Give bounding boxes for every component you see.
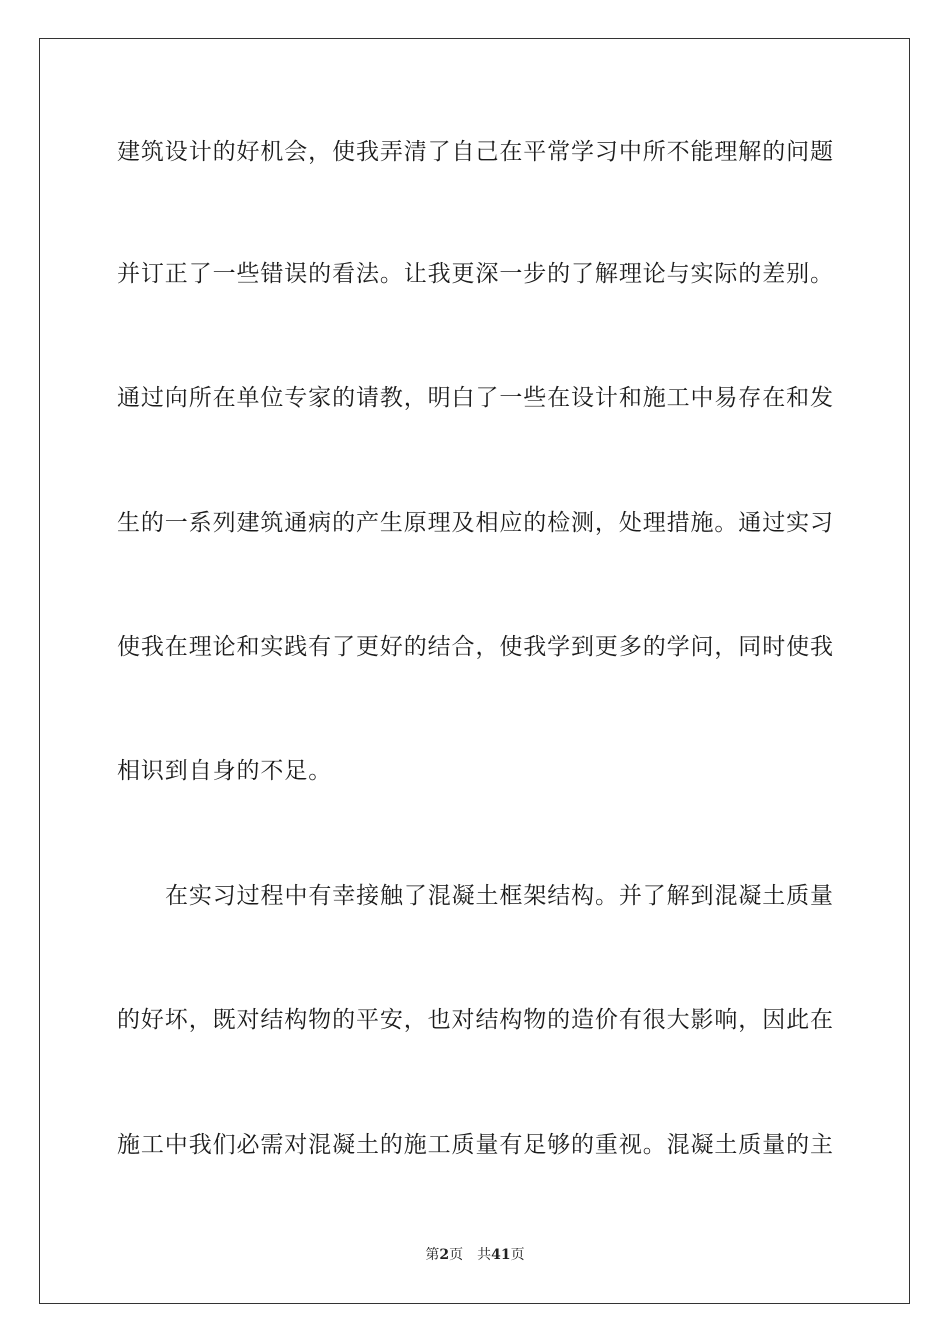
text-line-5: 使我在理论和实践有了更好的结合，使我学到更多的学问，同时使我 — [117, 634, 833, 660]
page-prefix: 第 — [425, 1247, 440, 1263]
page-suffix: 页 — [449, 1247, 464, 1263]
text-line-2: 并订正了一些错误的看法。让我更深一步的了解理论与实际的差别。 — [117, 261, 833, 287]
text-line-9: 施工中我们必需对混凝土的施工质量有足够的重视。混凝土质量的主 — [117, 1132, 833, 1158]
text-line-4: 生的一系列建筑通病的产生原理及相应的检测，处理措施。通过实习 — [117, 510, 833, 536]
text-line-8: 的好坏，既对结构物的平安，也对结构物的造价有很大影响，因此在 — [117, 1007, 833, 1033]
text-line-7: 在实习过程中有幸接触了混凝土框架结构。并了解到混凝土质量 — [165, 883, 833, 909]
text-line-1: 建筑设计的好机会，使我弄清了自己在平常学习中所不能理解的问题 — [117, 139, 833, 165]
page-number: 2 — [439, 1247, 450, 1263]
page-border — [39, 38, 910, 1304]
total-suffix: 页 — [510, 1247, 525, 1263]
text-line-3: 通过向所在单位专家的请教，明白了一些在设计和施工中易存在和发 — [117, 385, 833, 411]
total-prefix: 共 — [477, 1247, 492, 1263]
page-footer — [0, 1246, 950, 1264]
text-line-6: 相识到自身的不足。 — [117, 758, 333, 784]
total-pages: 41 — [491, 1247, 511, 1263]
